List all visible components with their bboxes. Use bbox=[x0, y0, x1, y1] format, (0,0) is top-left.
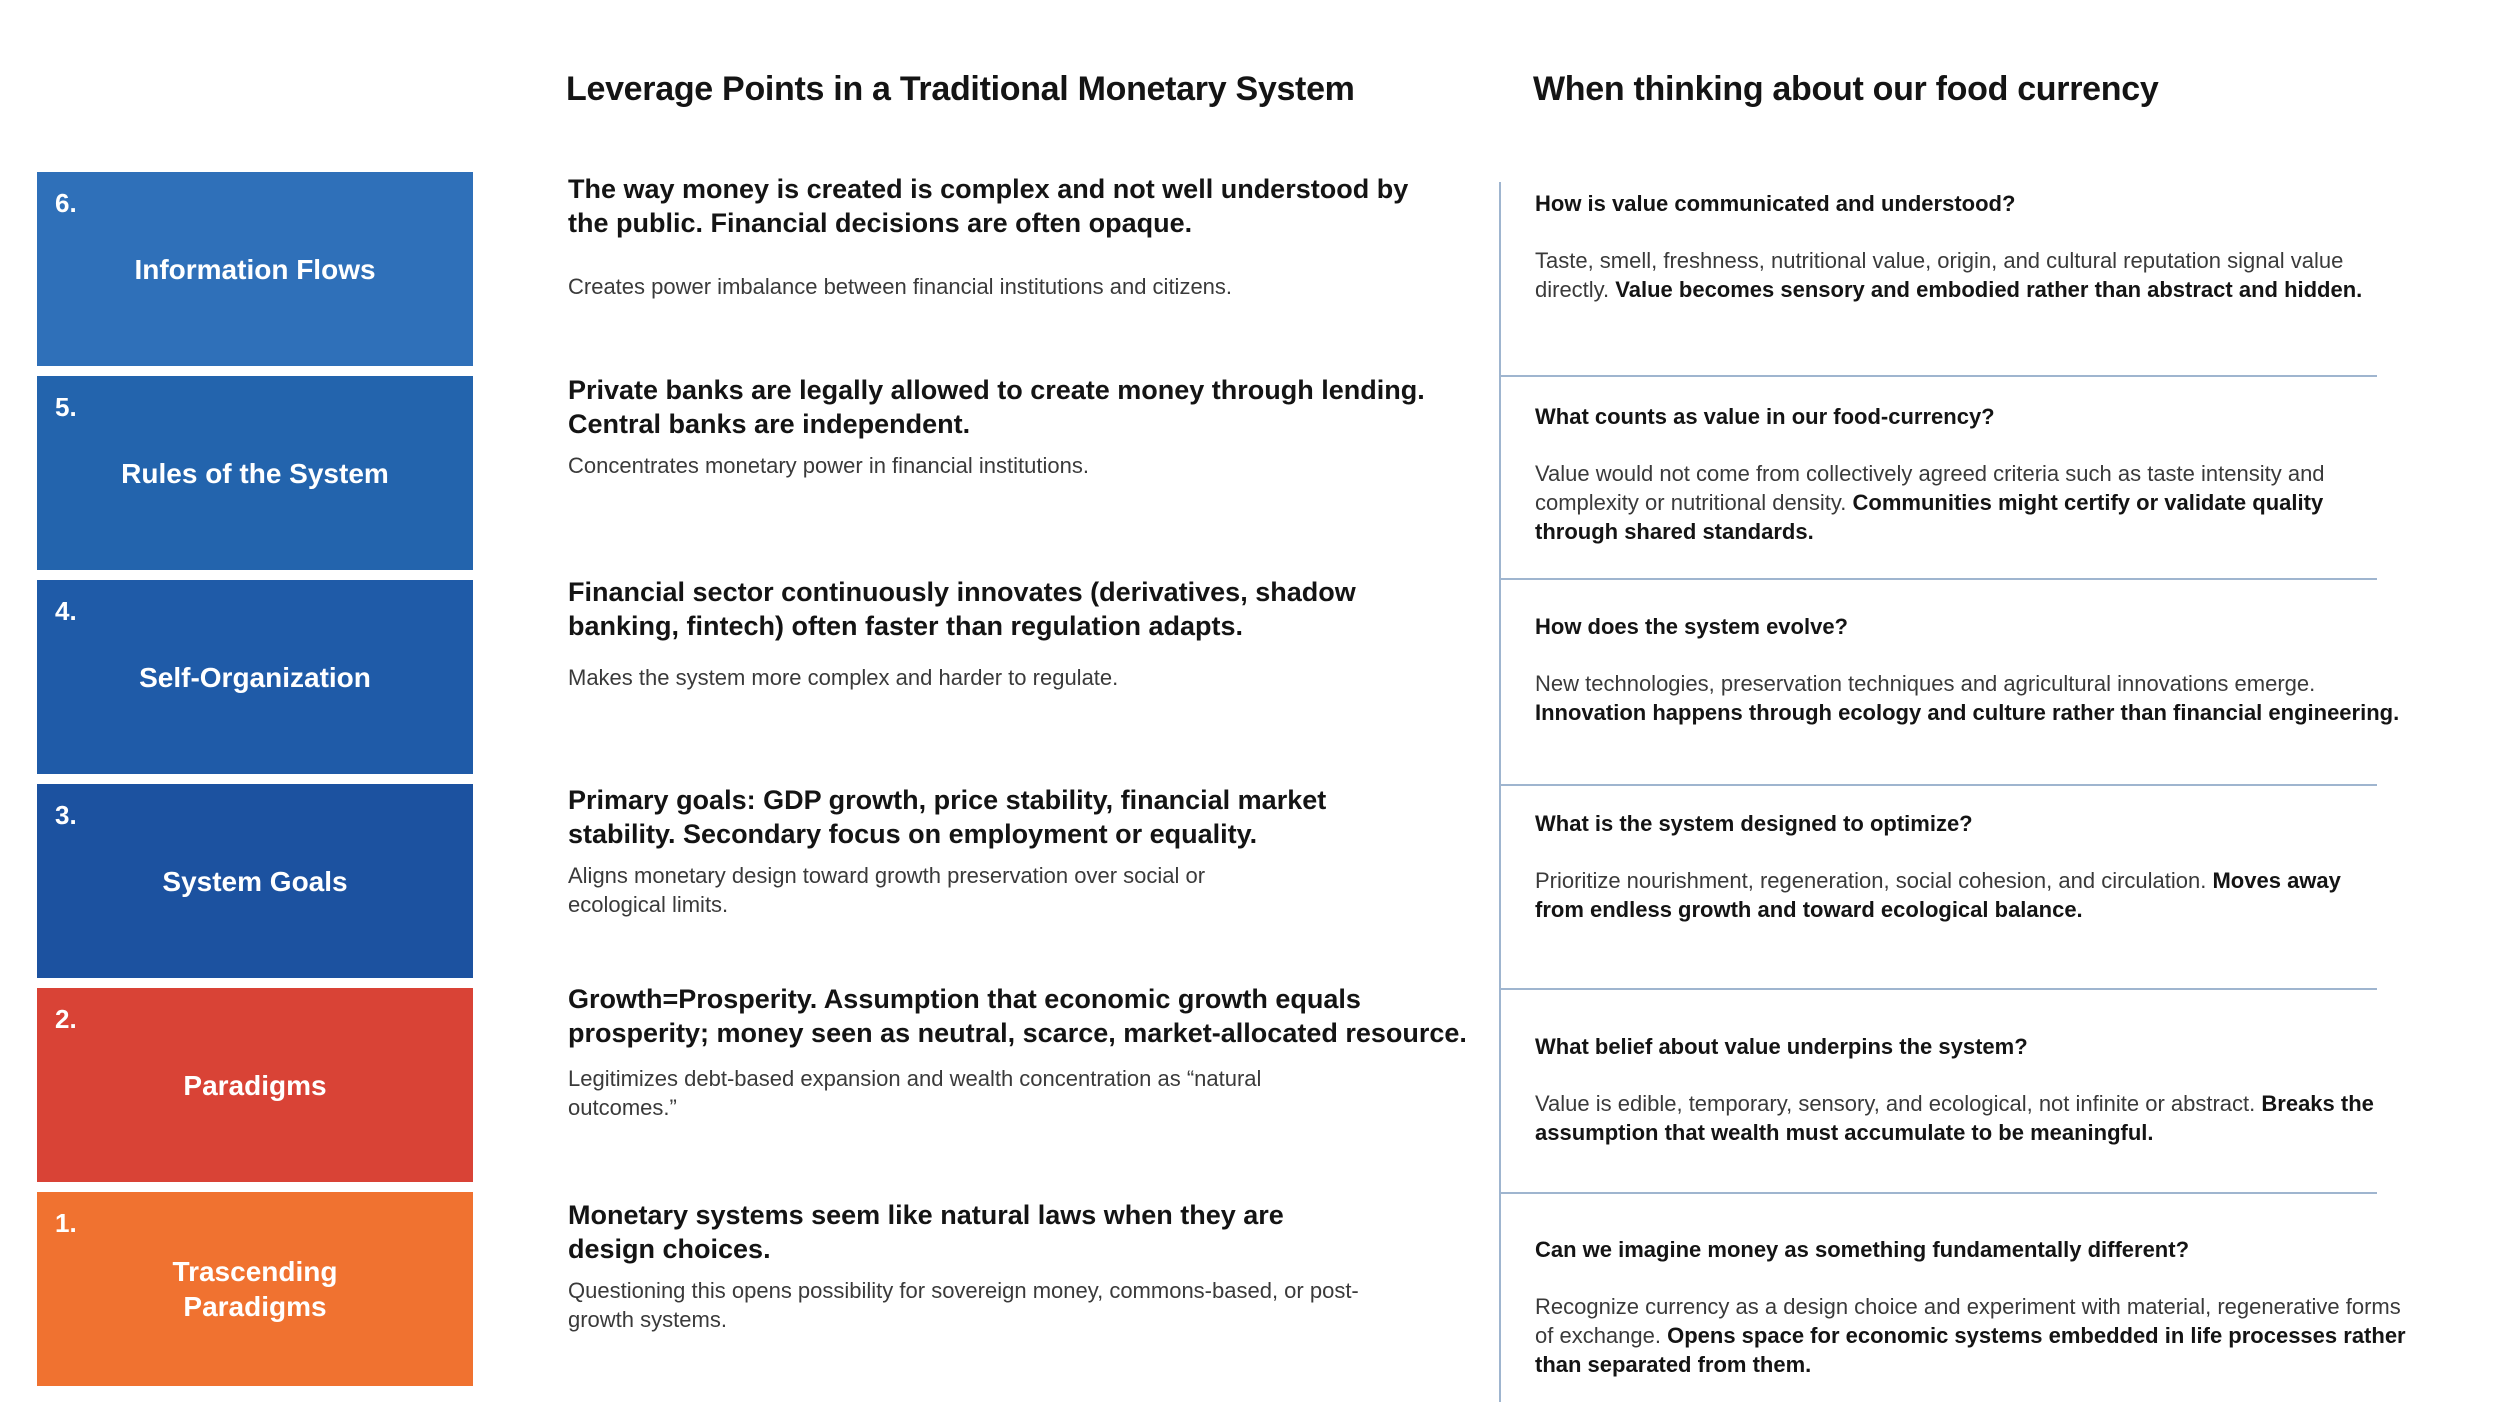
food-currency-question: What counts as value in our food-currency? bbox=[1535, 404, 1995, 429]
food-currency-header: When thinking about our food currency bbox=[1533, 70, 2159, 108]
level-box-system-goals bbox=[37, 784, 473, 978]
level-name: Self-Organization bbox=[139, 661, 371, 693]
answer-emphasis: Opens space for economic systems embedded in life processes rather than separated from them. bbox=[1535, 1323, 2406, 1377]
leverage-points-header: Leverage Points in a Traditional Monetary System bbox=[566, 70, 1355, 108]
food-currency-entry bbox=[1535, 190, 2410, 304]
leverage-effect: Creates power imbalance between financial institutions and citizens. bbox=[568, 274, 1233, 299]
leverage-point-entry bbox=[568, 982, 1483, 1122]
level-name: Paradigms bbox=[183, 1069, 327, 1101]
food-currency-question: What belief about value underpins the system? bbox=[1535, 1034, 2028, 1059]
level-name: Information Flows bbox=[134, 253, 376, 285]
food-currency-answer: Recognize currency as a design choice and experiment with material, regenerative forms of exchange. Opens space for economic systems embedded in life processes rather than separated from them. bbox=[1535, 1294, 2406, 1377]
answer-emphasis: Moves away from endless growth and toward ecological balance. bbox=[1535, 868, 2341, 922]
level-box-information-flows bbox=[37, 172, 473, 366]
row-divider bbox=[1501, 1192, 2377, 1194]
answer-emphasis: Breaks the assumption that wealth must accumulate to be meaningful. bbox=[1535, 1091, 2374, 1145]
leverage-point-entry bbox=[568, 172, 1428, 301]
level-number: 5. bbox=[55, 392, 77, 422]
leverage-statement: Monetary systems seem like natural laws when they are design choices. bbox=[568, 1200, 1284, 1264]
food-currency-entry bbox=[1535, 613, 2410, 727]
level-number: 2. bbox=[55, 1004, 77, 1034]
food-currency-question: What is the system designed to optimize? bbox=[1535, 811, 1973, 836]
leverage-statement: Growth=Prosperity. Assumption that economic growth equals prosperity; money seen as neutral, scarce, market-allocated resource. bbox=[568, 984, 1467, 1048]
food-currency-answer: Taste, smell, freshness, nutritional value, origin, and cultural reputation signal value directly. Value becomes sensory and embodied rather than abstract and hidden. bbox=[1535, 248, 2363, 302]
leverage-effect: Makes the system more complex and harder to regulate. bbox=[568, 665, 1119, 690]
row-divider bbox=[1501, 784, 2377, 786]
food-currency-question: How does the system evolve? bbox=[1535, 614, 1848, 639]
food-currency-question: Can we imagine money as something fundamentally different? bbox=[1535, 1237, 2190, 1262]
food-currency-entry bbox=[1535, 1236, 2410, 1379]
food-currency-answer: Prioritize nourishment, regeneration, social cohesion, and circulation. Moves away from endless growth and toward ecological balance. bbox=[1535, 868, 2341, 922]
level-number: 1. bbox=[55, 1208, 77, 1238]
leverage-effect: Aligns monetary design toward growth preservation over social or ecological limits. bbox=[568, 863, 1206, 917]
leverage-point-entry bbox=[568, 575, 1398, 692]
row-divider bbox=[1501, 578, 2377, 580]
level-box-self-organization bbox=[37, 580, 473, 774]
leverage-point-entry bbox=[568, 373, 1448, 480]
level-number: 3. bbox=[55, 800, 77, 830]
level-box-transcending-paradigms bbox=[37, 1192, 473, 1386]
level-name: System Goals bbox=[162, 865, 348, 897]
level-number: 6. bbox=[55, 188, 77, 218]
leverage-point-entry bbox=[568, 783, 1368, 919]
food-currency-entry bbox=[1535, 403, 2395, 546]
answer-emphasis: Innovation happens through ecology and culture rather than financial engineering. bbox=[1535, 700, 2400, 725]
leverage-effect: Concentrates monetary power in financial institutions. bbox=[568, 453, 1089, 478]
leverage-statement: Financial sector continuously innovates (derivatives, shadow banking, fintech) often faster than regulation adapts. bbox=[568, 577, 1356, 641]
level-box-rules-of-the-system bbox=[37, 376, 473, 570]
food-currency-entry bbox=[1535, 1033, 2395, 1147]
row-divider bbox=[1501, 988, 2377, 990]
leverage-point-entry bbox=[568, 1198, 1359, 1334]
food-currency-answer: New technologies, preservation techniques and agricultural innovations emerge. Innovation happens through ecology and culture rather than financial engineering. bbox=[1535, 671, 2400, 725]
leverage-statement: Primary goals: GDP growth, price stability, financial market stability. Secondary focus on employment or equality. bbox=[568, 785, 1327, 849]
leverage-statement: The way money is created is complex and not well understood by the public. Financial decisions are often opaque. bbox=[568, 174, 1409, 238]
level-name: Trascending Paradigms bbox=[172, 1256, 338, 1322]
level-box-paradigms bbox=[37, 988, 473, 1182]
food-currency-question: How is value communicated and understood? bbox=[1535, 191, 2016, 216]
column-divider bbox=[1499, 182, 1501, 1402]
food-currency-entry bbox=[1535, 810, 2395, 924]
answer-emphasis: Communities might certify or validate quality through shared standards. bbox=[1535, 490, 2324, 544]
food-currency-answer: Value is edible, temporary, sensory, and ecological, not infinite or abstract. Breaks the assumption that wealth must accumulate to be meaningful. bbox=[1535, 1091, 2374, 1145]
answer-emphasis: Value becomes sensory and embodied rather than abstract and hidden. bbox=[1615, 277, 2363, 302]
food-currency-answer: Value would not come from collectively agreed criteria such as taste intensity and complexity or nutritional density. Communities might certify or validate quality through shared standards. bbox=[1535, 461, 2325, 544]
leverage-effect: Questioning this opens possibility for sovereign money, commons-based, or post-growth systems. bbox=[568, 1278, 1359, 1332]
level-name: Rules of the System bbox=[121, 457, 389, 489]
leverage-effect: Legitimizes debt-based expansion and wealth concentration as “natural outcomes.” bbox=[568, 1066, 1262, 1120]
row-divider bbox=[1501, 375, 2377, 377]
level-number: 4. bbox=[55, 596, 77, 626]
leverage-statement: Private banks are legally allowed to create money through lending. Central banks are independent. bbox=[568, 375, 1425, 439]
